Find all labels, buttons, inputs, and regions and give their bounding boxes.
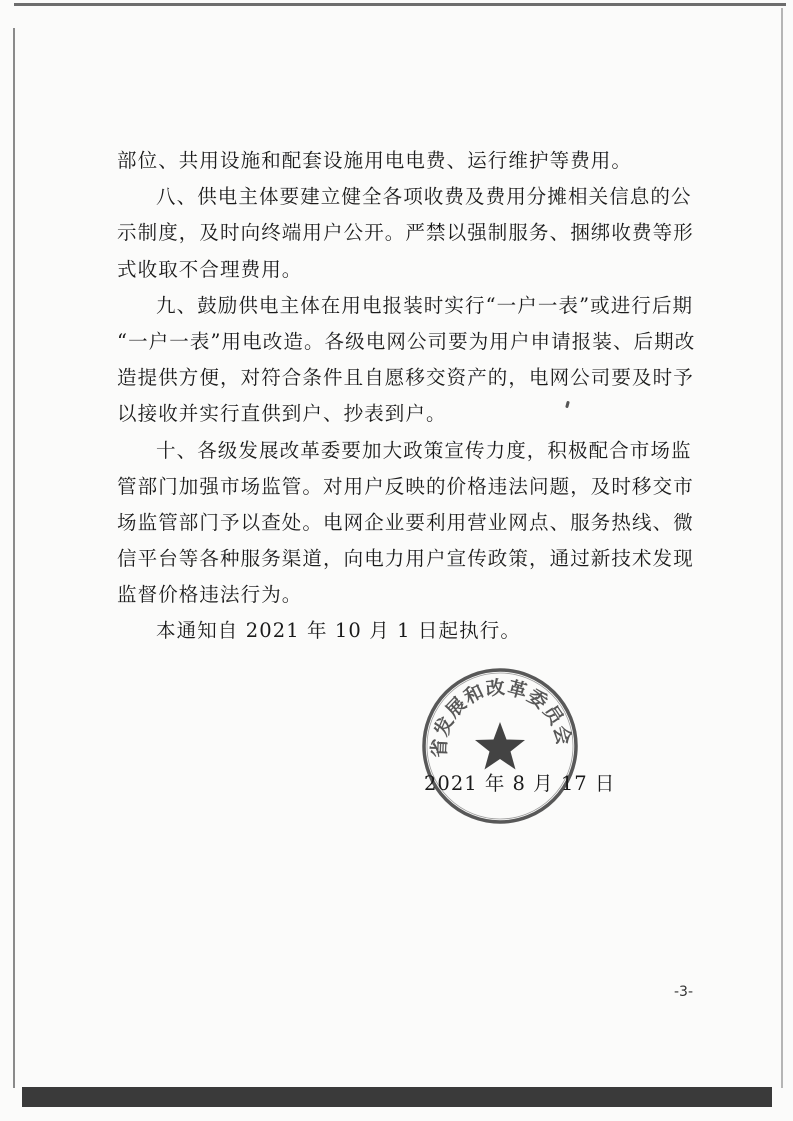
document-date: 2021 年 8 月 17 日 (424, 772, 616, 795)
star-icon (475, 722, 525, 770)
seal-text: 省发展和改革委员会 (428, 676, 576, 759)
body-line: 监督价格违法行为。 (117, 583, 303, 607)
body-line: 十、各级发展改革委要加大政策宣传力度，积极配合市场监 (156, 438, 692, 462)
scan-top-edge (14, 3, 786, 6)
scan-left-edge (13, 28, 15, 1088)
body-line: 以接收并实行直供到户、抄表到户。 (117, 402, 447, 426)
body-line: 管部门加强市场监管。对用户反映的价格违法问题，及时移交市 (117, 474, 694, 498)
body-line: 九、鼓励供电主体在用电报装时实行“一户一表”或进行后期 (156, 293, 694, 317)
page-number: -3- (674, 984, 694, 1000)
body-line: “一户一表”用电改造。各级电网公司要为用户申请报装、后期改 (117, 329, 696, 353)
body-line: 造提供方便，对符合条件且自愿移交资产的，电网公司要及时予 (117, 366, 694, 390)
scan-bottom-edge (22, 1087, 772, 1107)
body-line: 部位、共用设施和配套设施用电电费、运行维护等费用。 (117, 149, 633, 172)
body-line: 八、供电主体要建立健全各项收费及费用分摊相关信息的公 (156, 185, 692, 209)
body-line: 式收取不合理费用。 (117, 257, 303, 281)
scan-right-edge (781, 8, 783, 1088)
document-body (117, 143, 697, 650)
body-line: 示制度，及时向终端用户公开。严禁以强制服务、捆绑收费等形 (117, 221, 694, 245)
body-line: 本通知自 2021 年 10 月 1 日起执行。 (156, 619, 521, 643)
body-line: 信平台等各种服务渠道，向电力用户宣传政策，通过新技术发现 (117, 547, 694, 571)
body-line: 场监管部门予以查处。电网企业要利用营业网点、服务热线、微 (117, 510, 694, 534)
official-seal (420, 666, 580, 826)
